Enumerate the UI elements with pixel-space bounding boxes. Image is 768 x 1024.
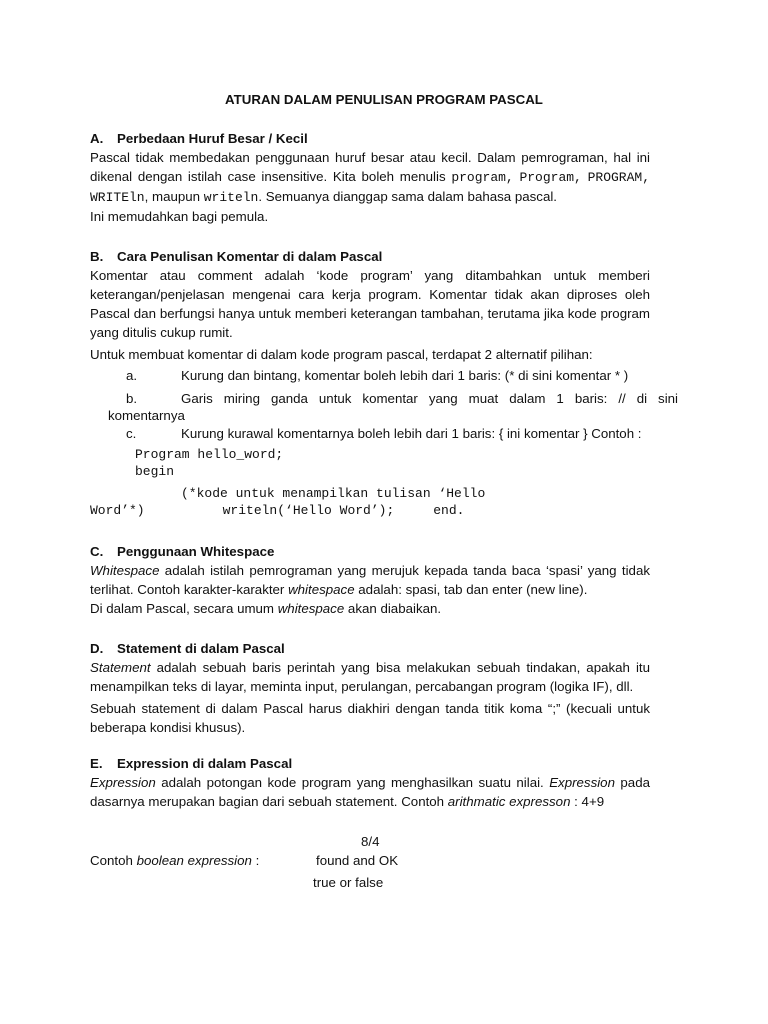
code-line-4: Word’*) writeln(‘Hello Word’); end.	[90, 503, 465, 518]
boolean-example-1: found and OK	[316, 853, 399, 868]
section-a-note: Ini memudahkan bagi pemula.	[90, 209, 269, 224]
document-title: ATURAN DALAM PENULISAN PROGRAM PASCAL	[225, 92, 543, 107]
section-c-heading: C. Penggunaan Whitespace	[90, 544, 275, 559]
section-c-paragraph: Whitespace adalah istilah pemrograman yang merujuk kepada tanda baca ‘spasi’ yang tidak terlihat. Contoh karakter-karakter whitespace adalah: spasi, tab dan enter (new line).	[90, 563, 650, 597]
section-a-heading: A. Perbedaan Huruf Besar / Kecil	[90, 131, 308, 146]
section-a-paragraph: Pascal tidak membedakan penggunaan huruf besar atau kecil. Dalam pemrograman, hal ini dikenal dengan istilah case insensitive. Kita boleh menulis program, Program, PROGRAM, WRITEln, maupun writeln. Semuanya dianggap sama dalam bahasa pascal.	[90, 150, 651, 205]
section-c-note: Di dalam Pascal, secara umum whitespace akan diabaikan.	[90, 601, 442, 616]
section-d-paragraph: Statement adalah sebuah baris perintah yang bisa melakukan sebuah tindakan, apakah itu menampilkan teks di layar, meminta input, perulangan, percabangan program (logika IF), dll.	[90, 660, 650, 694]
section-d	[90, 639, 650, 737]
section-d-paragraph-2: Sebuah statement di dalam Pascal harus diakhiri dengan tanda titik koma “;” (kecuali untuk beberapa kondisi khusus).	[90, 701, 650, 735]
section-e-heading: E. Expression di dalam Pascal	[90, 756, 293, 771]
section-b-heading: B. Cara Penulisan Komentar di dalam Pascal	[90, 249, 383, 264]
section-e	[90, 754, 650, 811]
boolean-example-2: true or false	[313, 875, 384, 890]
section-a	[90, 129, 650, 226]
section-b-intro: Untuk membuat komentar di dalam kode program pascal, terdapat 2 alternatif pilihan:	[90, 347, 593, 362]
arith-example-2: 8/4	[361, 834, 380, 849]
document-page: ATURAN DALAM PENULISAN PROGRAM PASCAL A. Perbedaan Huruf Besar / Kecil Pascal tidak membedakan penggunaan huruf besar atau kecil. Dalam pemrograman, hal ini dikenal dengan istilah case insensitive. Kita boleh menulis program, Program, PROGRAM, WRITEln, maupun writeln. Semuanya dianggap sama dalam bahasa pascal. Ini memudahkan bagi pemula. B. Cara Penulisan Komentar di dalam Pascal Komentar atau comment adalah ‘kode program’ yang ditambahkan untuk memberi keterangan/penjelasan mengenai cara kerja program. Komentar tidak akan diproses oleh Pascal dan berfungsi hanya untuk memberi keterangan tambahan, terutama jika kode program yang ditulis cukup rumit. Untuk membuat komentar di dalam kode program pascal, terdapat 2 alternatif pilihan: a. Kurung dan bintang, komentar boleh lebih dari 1 baris: (* di sini komentar * ) b. Garis miring ganda untuk komentar yang muat dalam 1 baris: // di sini komentarnya c. Kurung kurawal komentarnya boleh lebih dari 1 baris: { ini komentar } Contoh : Program hello_word; begin (*kode untuk menampilkan tulisan ‘Hello Word’*) writeln(‘Hello Word’); end. C. Penggunaan Whitespace Whitespace adalah istilah pemrograman yang merujuk kepada tanda baca ‘spasi’ yang tidak terlihat. Contoh karakter-karakter whitespace adalah: spasi, tab dan enter (new line). Di dalam Pascal, secara umum whitespace akan diabaikan. D. Statement di dalam Pascal Statement adalah sebuah baris perintah yang bisa melakukan sebuah tindakan, apakah itu menampilkan teks di layar, meminta input, perulangan, percabangan program (logika IF), dll. Sebuah statement di dalam Pascal harus diakhiri dengan tanda titik koma “;” (kecuali untuk beberapa kondisi khusus). E. Expression di dalam Pascal Expression adalah potongan kode program yang menghasilkan suatu nilai. Expression pada dasarnya merupakan bagian dari sebuah statement. Contoh arithmatic expresson : 4+9 8/4 Contoh boolean expression : found and OK true or false	[0, 0, 768, 1024]
section-b-paragraph: Komentar atau comment adalah ‘kode program’ yang ditambahkan untuk memberi keterangan/penjelasan mengenai cara kerja program. Komentar tidak akan diproses oleh Pascal dan berfungsi hanya untuk memberi keterangan tambahan, terutama jika kode program yang ditulis cukup rumit.	[90, 268, 650, 340]
section-b	[90, 247, 650, 364]
code-line-1: Program hello_word;	[135, 447, 284, 462]
list-item-b-continuation: komentarnya	[108, 408, 185, 423]
section-c	[90, 542, 650, 618]
boolean-label: Contoh boolean expression :	[90, 853, 260, 868]
section-d-heading: D. Statement di dalam Pascal	[90, 641, 285, 656]
code-line-3: (*kode untuk menampilkan tulisan ‘Hello	[181, 486, 486, 501]
code-line-2: begin	[135, 464, 175, 479]
section-e-paragraph: Expression adalah potongan kode program yang menghasilkan suatu nilai. Expression pada dasarnya merupakan bagian dari sebuah statement. Contoh arithmatic expresson : 4+9	[90, 775, 650, 809]
